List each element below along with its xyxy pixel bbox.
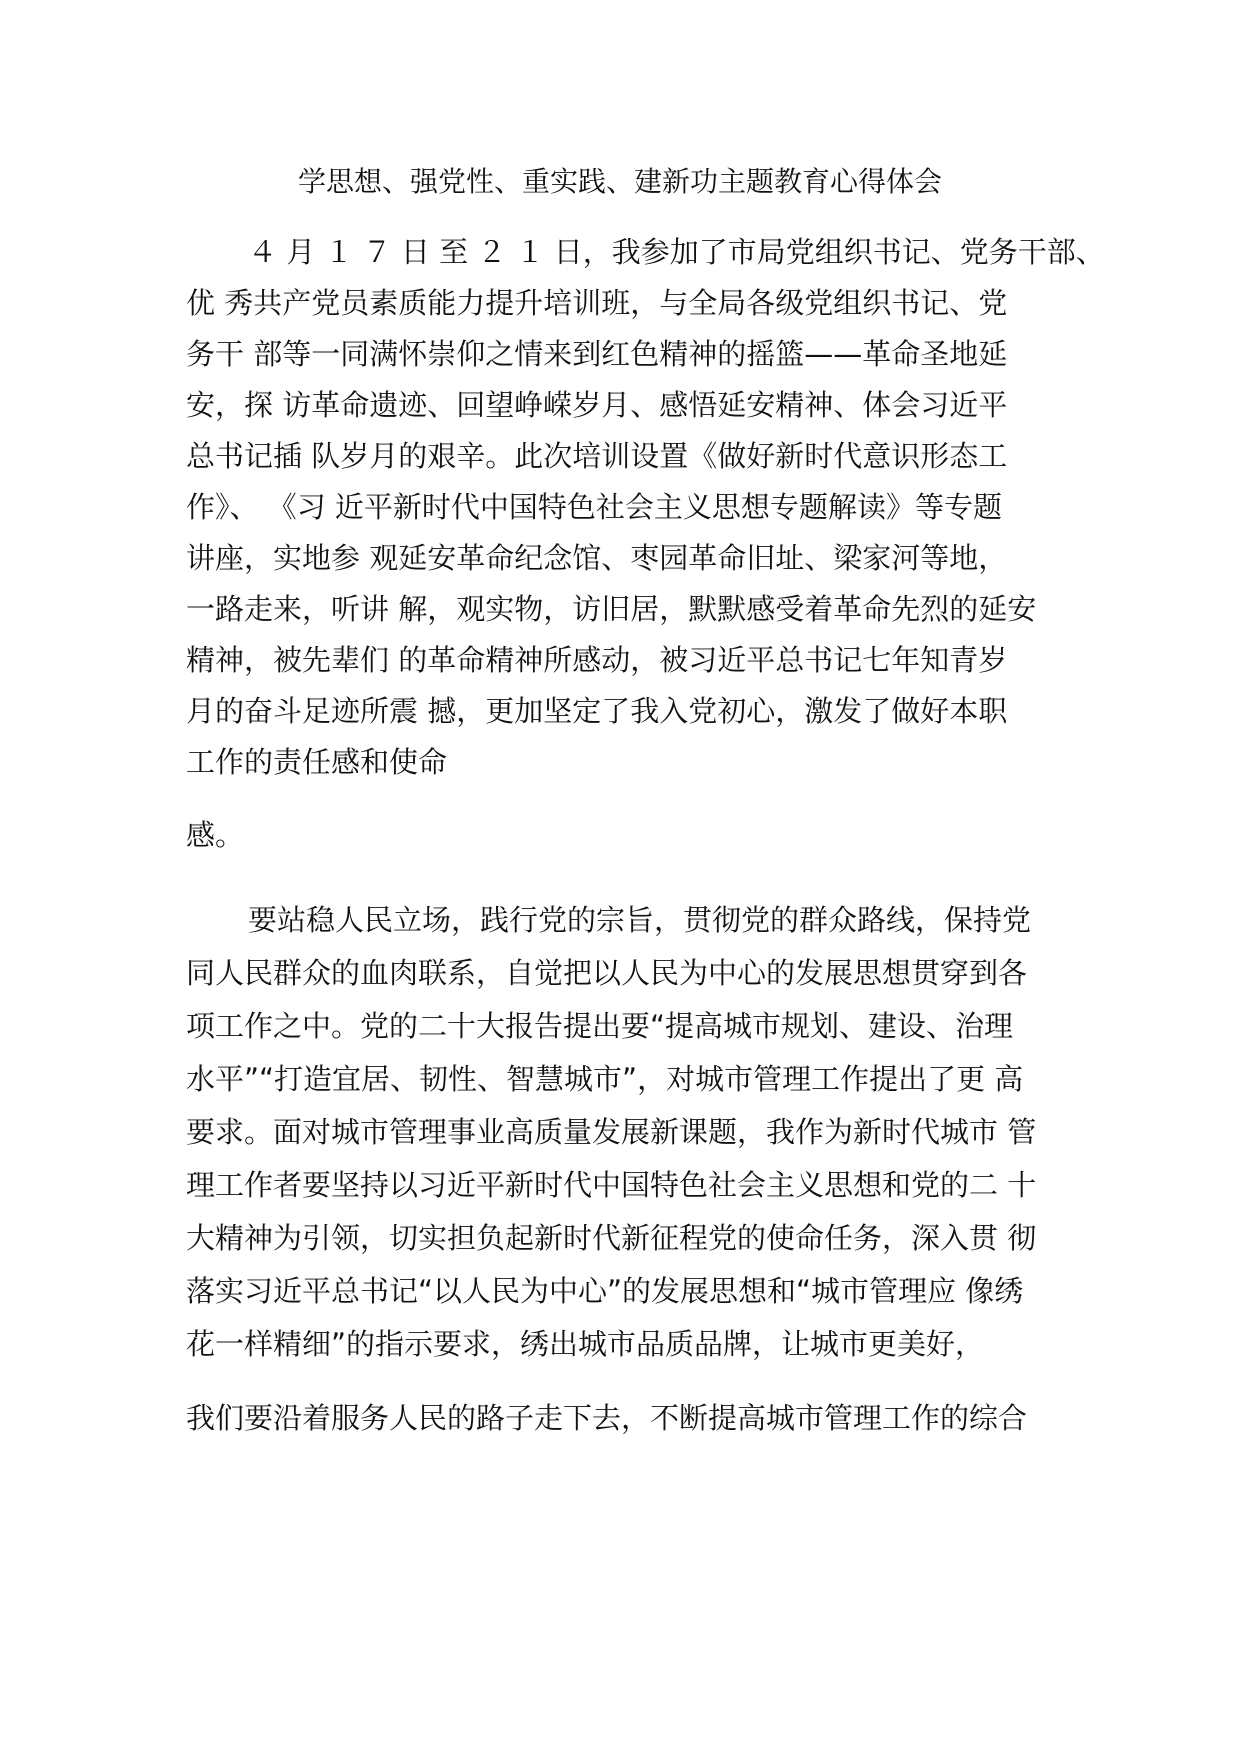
paragraph-1-line-9: 精神，被先辈们 的革命精神所感动，被习近平总书记七年知青岁: [186, 643, 1008, 677]
paragraph-2-line-8: 落实习近平总书记“以人民为中心”的发展思想和“城市管理应 像绣: [186, 1274, 1024, 1308]
paragraph-2-line-5: 要求。面对城市管理事业高质量发展新课题，我作为新时代城市 管: [186, 1115, 1037, 1149]
paragraph-1-line-8: 一路走来，听讲 解，观实物，访旧居，默默感受着革命先烈的延安: [186, 592, 1037, 626]
paragraph-1-line-7: 讲座，实地参 观延安革命纪念馆、枣园革命旧址、梁家河等地，: [186, 541, 1008, 575]
paragraph-1-line-3: 务干 部等一同满怀崇仰之情来到红色精神的摇篮——革命圣地延: [186, 337, 1008, 371]
paragraph-1-line-10: 月的奋斗足迹所震 撼，更加坚定了我入党初心，激发了做好本职: [186, 694, 1008, 728]
paragraph-2-line-1: 要站稳人民立场，践行党的宗旨，贯彻党的群众路线，保持党: [248, 903, 1032, 937]
paragraph-2-line-9: 花一样精细”的指示要求，绣出城市品质品牌，让城市更美好，: [186, 1327, 985, 1361]
document-title: 学思想、强党性、重实践、建新功主题教育心得体会: [297, 165, 942, 198]
paragraph-1-line-2: 优 秀共产党员素质能力提升培训班，与全局各级党组织书记、党: [186, 286, 1008, 320]
paragraph-1-line-5: 总书记插 队岁月的艰辛。此次培训设置《做好新时代意识形态工: [186, 439, 1008, 473]
paragraph-1-line-1: ４ 月 １ ７ 日 至 ２ １ 日，我参加了市局党组织书记、党务干部、: [248, 235, 1105, 269]
paragraph-1-line-6: 作》、 《习 近平新时代中国特色社会主义思想专题解读》等专题: [186, 490, 1002, 524]
paragraph-2-line-2: 同人民群众的血肉联系，自觉把以人民为中心的发展思想贯穿到各: [186, 956, 1028, 990]
paragraph-1-line-11: 工作的责任感和使命: [186, 745, 448, 779]
paragraph-2-line-6: 理工作者要坚持以习近平新时代中国特色社会主义思想和党的二 十: [186, 1168, 1037, 1202]
paragraph-2-line-3: 项工作之中。党的二十大报告提出要“提高城市规划、建设、治理: [186, 1009, 1014, 1043]
paragraph-3-line-1: 我们要沿着服务人民的路子走下去，不断提高城市管理工作的综合: [186, 1401, 1028, 1435]
paragraph-1-line-12: 感。: [186, 818, 245, 852]
paragraph-2-line-4: 水平”“打造宜居、韧性、智慧城市”，对城市管理工作提出了更 高: [186, 1062, 1024, 1096]
paragraph-2-line-7: 大精神为引领，切实担负起新时代新征程党的使命任务，深入贯 彻: [186, 1221, 1037, 1255]
paragraph-1-line-4: 安，探 访革命遗迹、回望峥嵘岁月、感悟延安精神、体会习近平: [186, 388, 1008, 422]
